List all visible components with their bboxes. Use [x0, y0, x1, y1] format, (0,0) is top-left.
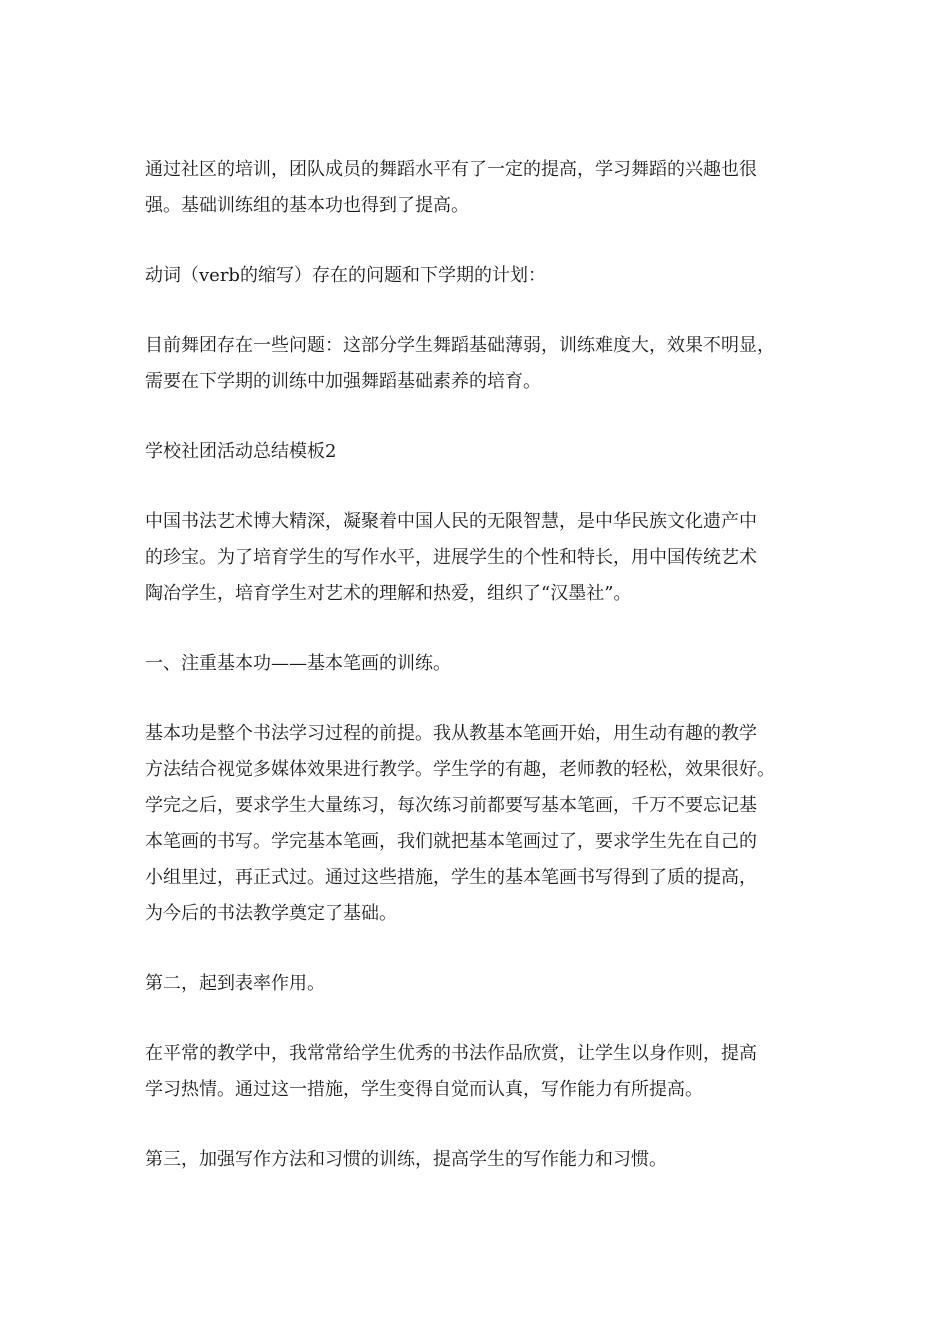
paragraph-basic-strokes [145, 716, 815, 932]
text-line: 本笔画的书写。学完基本笔画，我们就把基本笔画过了，要求学生先在自己的 [145, 831, 757, 852]
text-line: 一、注重基本功——基本笔画的训练。 [145, 653, 451, 674]
text-line: 学校社团活动总结模板2 [145, 441, 337, 462]
paragraph-role-model [145, 1036, 815, 1108]
text-line: 学习热情。通过这一措施，学生变得自觉而认真，写作能力有所提高。 [145, 1079, 703, 1100]
text-line: 陶冶学生，培育学生对艺术的理解和热爱，组织了“汉墨社”。 [145, 583, 632, 604]
text-line: 的珍宝。为了培育学生的写作水平，进展学生的个性和特长，用中国传统艺术 [145, 547, 757, 568]
heading-point-two [145, 966, 815, 1002]
text-line: 中国书法艺术博大精深，凝聚着中国人民的无限智慧，是中华民族文化遗产中 [145, 511, 757, 532]
text-line: 目前舞团存在一些问题：这部分学生舞蹈基础薄弱，训练难度大，效果不明显， [145, 335, 775, 356]
text-line: 需要在下学期的训练中加强舞蹈基础素养的培育。 [145, 371, 541, 392]
text-line: 学完之后，要求学生大量练习，每次练习前都要写基本笔画，千万不要忘记基 [145, 795, 757, 816]
paragraph-current-problems [145, 328, 815, 400]
paragraph-dance-training-result [145, 152, 815, 224]
heading-point-one [145, 646, 815, 682]
text-line: 基本功是整个书法学习过程的前提。我从教基本笔画开始，用生动有趣的教学 [145, 723, 757, 744]
paragraph-problems-heading [145, 258, 815, 294]
text-line: 强。基础训练组的基本功也得到了提高。 [145, 195, 469, 216]
text-line: 方法结合视觉多媒体效果进行教学。学生学的有趣，老师教的轻松，效果很好。 [145, 759, 775, 780]
text-line: 为今后的书法教学奠定了基础。 [145, 903, 397, 924]
document-body [145, 152, 815, 1212]
section-title-template-2 [145, 434, 815, 470]
text-line: 第二，起到表率作用。 [145, 973, 325, 994]
heading-point-three [145, 1142, 815, 1178]
text-line: 小组里过，再正式过。通过这些措施，学生的基本笔画书写得到了质的提高， [145, 867, 757, 888]
text-line: 第三，加强写作方法和习惯的训练，提高学生的写作能力和习惯。 [145, 1149, 667, 1170]
text-line: 通过社区的培训，团队成员的舞蹈水平有了一定的提高，学习舞蹈的兴趣也很 [145, 159, 757, 180]
text-line: 动词（verb的缩写）存在的问题和下学期的计划： [145, 265, 546, 286]
text-line: 在平常的教学中，我常常给学生优秀的书法作品欣赏，让学生以身作则，提高 [145, 1043, 757, 1064]
paragraph-calligraphy-intro [145, 504, 815, 612]
